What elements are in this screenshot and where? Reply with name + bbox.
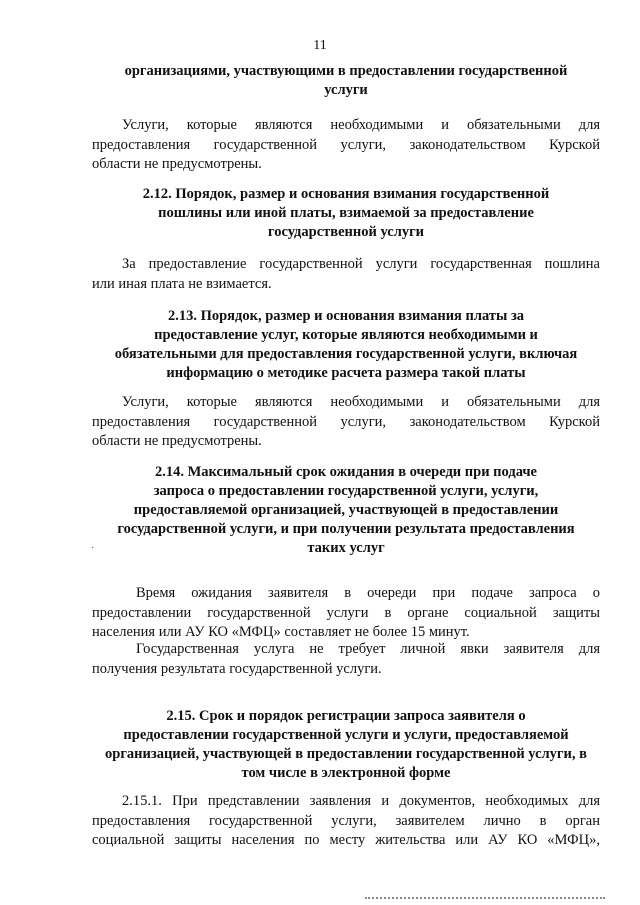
paragraph xyxy=(92,584,600,643)
paragraph-line: населения или АУ КО «МФЦ» составляет не более 15 минут. xyxy=(92,624,470,640)
heading-line: государственной услуги xyxy=(267,224,425,240)
paragraph-line: получения результата государственной услуги. xyxy=(92,660,382,677)
heading-line: пошлины или иной платы, взимаемой за предоставление xyxy=(158,205,534,221)
heading-line: 2.14. Максимальный срок ожидания в очереди при подаче xyxy=(155,464,537,480)
scan-speck: ˙ xyxy=(91,546,95,557)
paragraph-line: Услуги, которые являются необходимыми и обязательными для xyxy=(122,394,600,410)
paragraph xyxy=(92,116,600,175)
paragraph xyxy=(92,255,600,294)
heading-line: информацию о методике расчета размера такой платы xyxy=(166,365,526,381)
heading-line: услуги xyxy=(324,82,368,98)
paragraph-line: 2.15.1. При представлении заявления и документов, необходимых для xyxy=(122,793,600,809)
section-heading-2-14 xyxy=(90,463,602,558)
section-heading-continuation xyxy=(90,62,602,100)
paragraph-line: области не предусмотрены. xyxy=(92,156,262,172)
heading-line: предоставлении государственной услуги и услуги, предоставляемой xyxy=(123,727,569,743)
heading-line: 2.13. Порядок, размер и основания взимания платы за xyxy=(167,308,525,324)
paragraph-line: Услуги, которые являются необходимыми и обязательными для xyxy=(122,117,600,133)
scan-edge-artifact xyxy=(365,897,605,903)
heading-line: запроса о предоставлении государственной услуги, услуги, xyxy=(153,483,539,499)
heading-line: государственной услуги, и при получении результата предоставления xyxy=(117,521,575,537)
section-heading-2-15 xyxy=(90,707,602,783)
paragraph-line: предоставления государственной услуги, заявителем лично в орган xyxy=(92,812,600,829)
heading-line: таких услуг xyxy=(307,540,385,556)
paragraph xyxy=(92,393,600,452)
heading-line: 2.15. Срок и порядок регистрации запроса заявителя о xyxy=(166,708,526,724)
heading-line: организациями, участвующими в предоставлении государственной xyxy=(124,63,568,79)
heading-line: 2.12. Порядок, размер и основания взимания государственной xyxy=(142,186,550,202)
section-heading-2-12 xyxy=(90,185,602,242)
paragraph-line: предоставления государственной услуги, законодательством Курской xyxy=(92,136,600,153)
paragraph-line: За предоставление государственной услуги государственная пошлина xyxy=(122,256,600,272)
paragraph-line: или иная плата не взимается. xyxy=(92,275,272,292)
heading-line: том числе в электронной форме xyxy=(241,765,451,781)
heading-line: предоставление услуг, которые являются необходимыми и xyxy=(154,327,538,343)
paragraph-line: социальной защиты населения по месту жительства или АУ КО «МФЦ», xyxy=(92,832,600,848)
paragraph xyxy=(92,640,600,679)
heading-line: организацией, участвующей в предоставлении государственной услуги, в xyxy=(105,746,587,762)
section-heading-2-13 xyxy=(90,307,602,383)
paragraph-line: предоставления государственной услуги, законодательством Курской xyxy=(92,413,600,430)
paragraph-line: предоставлении государственной услуги в органе социальной защиты xyxy=(92,604,600,621)
paragraph-line: области не предусмотрены. xyxy=(92,433,262,449)
page-number: 11 xyxy=(313,38,327,53)
heading-line: предоставляемой организацией, участвующей в предоставлении xyxy=(133,502,559,518)
paragraph xyxy=(92,792,600,851)
paragraph-line: Государственная услуга не требует личной явки заявителя для xyxy=(136,641,600,657)
heading-line: обязательными для предоставления государственной услуги, включая xyxy=(114,346,578,362)
paragraph-line: Время ожидания заявителя в очереди при подаче запроса о xyxy=(136,585,600,601)
